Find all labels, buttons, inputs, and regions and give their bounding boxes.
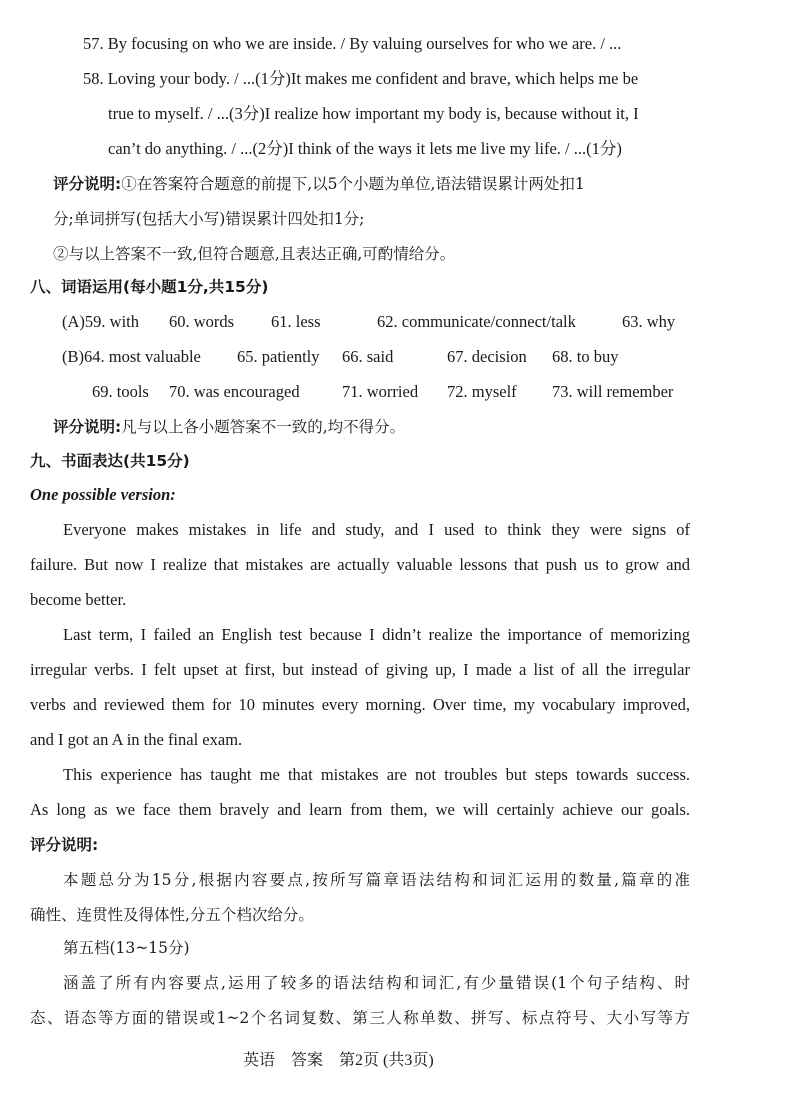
scoring-note-8 — [53, 416, 405, 438]
answer-57: 57. By focusing on who we are inside. / By valuing ourselves for who we are. / ... — [83, 34, 622, 53]
scoring-text: ①在答案符合题意的前提下,以5个小题为单位,语法错误累计两处扣1 — [121, 175, 585, 193]
essay-line-7: and I got an A in the final exam. — [30, 730, 243, 749]
essay-line-1: Everyone makes mistakes in life and study, and I used to think they were signs of — [63, 520, 690, 539]
answer-65: 65. patiently — [237, 347, 320, 366]
answer-59: (A)59. with — [62, 312, 139, 331]
version-label: One possible version: — [30, 485, 176, 504]
answer-72: 72. myself — [447, 382, 517, 401]
answer-73: 73. will remember — [552, 382, 674, 401]
answer-58-line-1: 58. Loving your body. / ...(1分)It makes me confident and brave, which helps me be — [83, 69, 639, 88]
scoring-9-line-2: 确性、连贯性及得体性,分五个档次给分。 — [30, 906, 314, 924]
essay-line-6: verbs and reviewed them for 10 minutes every morning. Over time, my vocabulary improved, — [30, 695, 690, 714]
answer-66: 66. said — [342, 347, 394, 366]
scoring-text: 凡与以上各小题答案不一致的,均不得分。 — [121, 418, 406, 436]
answer-64: (B)64. most valuable — [62, 347, 201, 366]
answer-61: 61. less — [271, 312, 321, 331]
section-8-title: 八、词语运用(每小题1分,共15分) — [30, 278, 269, 296]
scoring-9-tier-5: 第五档(13~15分) — [63, 939, 190, 957]
scoring-9-line-4: 涵盖了所有内容要点,运用了较多的语法结构和词汇,有少量错误(1个句子结构、时 — [63, 974, 690, 992]
scoring-9-line-1: 本题总分为15分,根据内容要点,按所写篇章语法结构和词汇运用的数量,篇章的准 — [63, 871, 690, 889]
answer-62: 62. communicate/connect/talk — [377, 312, 576, 331]
answer-67: 67. decision — [447, 347, 527, 366]
answer-63: 63. why — [622, 312, 676, 331]
essay-line-9: As long as we face them bravely and learn from them, we will certainly achieve our goals. — [30, 800, 690, 819]
scoring-note-7-line-3: ②与以上答案不一致,但符合题意,且表达正确,可酌情给分。 — [53, 245, 456, 263]
answer-68: 68. to buy — [552, 347, 619, 366]
section-9-title: 九、书面表达(共15分) — [30, 452, 190, 470]
scoring-note-7-line-1 — [53, 173, 585, 195]
essay-line-2: failure. But now I realize that mistakes are actually valuable lessons that push us to grow and — [30, 555, 690, 574]
answer-58-line-2: true to myself. / ...(3分)I realize how important my body is, because without it, I — [108, 104, 639, 123]
essay-line-8: This experience has taught me that mistakes are not troubles but steps towards success. — [63, 765, 690, 784]
answer-60: 60. words — [169, 312, 235, 331]
page-footer: 英语 答案 第2页 (共3页) — [243, 1052, 434, 1069]
answer-69: 69. tools — [92, 382, 149, 401]
essay-line-4: Last term, I failed an English test because I didn’t realize the importance of memorizing — [63, 625, 690, 644]
essay-line-3: become better. — [30, 590, 127, 609]
scoring-label: 评分说明: — [53, 175, 122, 193]
essay-line-5: irregular verbs. I felt upset at first, but instead of giving up, I made a list of all the irregular — [30, 660, 690, 679]
scoring-9-line-5: 态、语态等方面的错误或1~2个名词复数、第三人称单数、拼写、标点符号、大小写等方 — [30, 1009, 690, 1027]
scoring-label: 评分说明: — [53, 418, 122, 436]
answer-70: 70. was encouraged — [169, 382, 300, 401]
answer-58-line-3: can’t do anything. / ...(2分)I think of the ways it lets me live my life. / ...(1分) — [108, 139, 622, 158]
scoring-label-9: 评分说明: — [30, 836, 99, 854]
scoring-note-7-line-2: 分;单词拼写(包括大小写)错误累计四处扣1分; — [53, 210, 365, 228]
answer-71: 71. worried — [342, 382, 419, 401]
